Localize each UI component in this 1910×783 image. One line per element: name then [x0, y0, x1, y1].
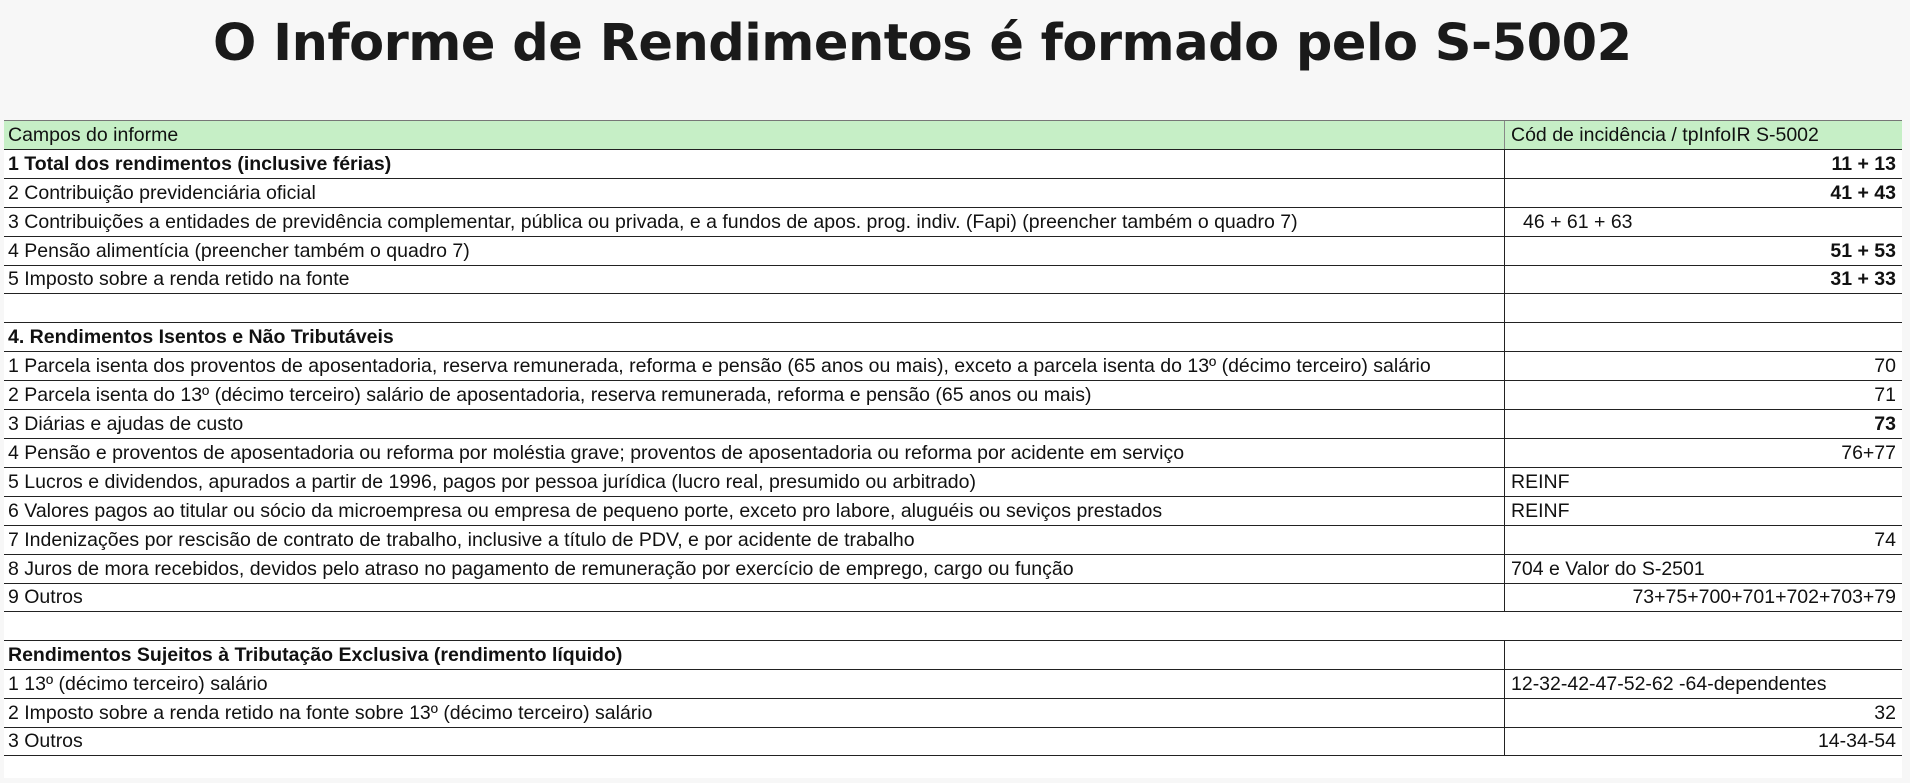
- table-row: [4, 727, 1902, 756]
- section-title: 4. Rendimentos Isentos e Não Tributáveis: [4, 323, 1505, 351]
- spacer-cell: [4, 294, 1505, 322]
- row-label: 3 Diárias e ajudas de custo: [4, 410, 1505, 438]
- row-code: 41 + 43: [1830, 181, 1896, 204]
- row-code: 70: [1874, 354, 1896, 377]
- spacer-cell: [1505, 294, 1902, 322]
- table-header-row: [4, 120, 1902, 149]
- row-code: 14-34-54: [1817, 730, 1896, 752]
- table-row: [4, 236, 1902, 265]
- table-row: [4, 496, 1902, 525]
- table-row: [4, 438, 1902, 467]
- empty-cell: [1505, 323, 1902, 351]
- table-row: [4, 178, 1902, 207]
- row-code: 11 + 13: [1831, 152, 1896, 175]
- table-row: [4, 149, 1902, 178]
- page-title: O Informe de Rendimentos é formado pelo S-5002: [213, 14, 1632, 73]
- row-label: 1 Parcela isenta dos proventos de aposentadoria, reserva remunerada, reforma e pensão (65 anos ou mais), exceto a parcela isenta do 13º (décimo terceiro) salário: [4, 352, 1505, 380]
- spacer-row: [4, 294, 1902, 322]
- row-label: 5 Imposto sobre a renda retido na fonte: [4, 266, 1505, 293]
- row-code: 73+75+700+701+702+703+79: [1632, 586, 1896, 608]
- header-code-column: Cód de incidência / tpInfoIR S-5002: [1511, 123, 1819, 146]
- section-title-row: [4, 322, 1902, 351]
- row-code: 51 + 53: [1830, 239, 1896, 262]
- row-label: 1 Total dos rendimentos (inclusive férias): [4, 150, 1505, 178]
- row-label: 9 Outros: [4, 584, 1505, 611]
- row-code: 46 + 61 + 63: [1523, 210, 1633, 233]
- row-label: 8 Juros de mora recebidos, devidos pelo atraso no pagamento de remuneração por exercício de emprego, cargo ou função: [4, 555, 1505, 583]
- table-row: [4, 554, 1902, 583]
- row-label: 7 Indenizações por rescisão de contrato de trabalho, inclusive a título de PDV, e por acidente de trabalho: [4, 526, 1505, 554]
- row-code: 76+77: [1841, 441, 1896, 464]
- row-label: 4 Pensão e proventos de aposentadoria ou reforma por moléstia grave; proventos de aposentadoria ou reforma por acidente em serviço: [4, 439, 1505, 467]
- row-label: 2 Imposto sobre a renda retido na fonte sobre 13º (décimo terceiro) salário: [4, 699, 1505, 727]
- spacer-row: [4, 612, 1902, 640]
- row-label: 4 Pensão alimentícia (preencher também o quadro 7): [4, 237, 1505, 265]
- row-code: 704 e Valor do S-2501: [1511, 557, 1705, 580]
- section-title-row: [4, 640, 1902, 669]
- table-row: [4, 467, 1902, 496]
- table-row: [4, 351, 1902, 380]
- empty-cell: [1505, 641, 1902, 669]
- table-row: [4, 669, 1902, 698]
- row-label: 2 Parcela isenta do 13º (décimo terceiro) salário de aposentadoria, reserva remunerada, reforma e pensão (65 anos ou mais): [4, 381, 1505, 409]
- row-code: 32: [1874, 701, 1896, 724]
- table-row: [4, 409, 1902, 438]
- row-code: 31 + 33: [1830, 268, 1896, 290]
- table-row: [4, 583, 1902, 612]
- row-label: 2 Contribuição previdenciária oficial: [4, 179, 1505, 207]
- table-row: [4, 525, 1902, 554]
- table-row: [4, 207, 1902, 236]
- row-code: REINF: [1511, 499, 1570, 522]
- table-row: [4, 265, 1902, 294]
- row-code: 74: [1874, 528, 1896, 551]
- table-row: [4, 380, 1902, 409]
- row-label: 3 Outros: [4, 728, 1505, 755]
- row-label: 6 Valores pagos ao titular ou sócio da microempresa ou empresa de pequeno porte, exceto pro labore, aluguéis ou seviços prestados: [4, 497, 1505, 525]
- income-report-table: [4, 120, 1902, 778]
- row-code: 71: [1874, 383, 1896, 406]
- row-code: REINF: [1511, 470, 1570, 493]
- row-code: 73: [1874, 412, 1896, 435]
- section-title: Rendimentos Sujeitos à Tributação Exclusiva (rendimento líquido): [4, 641, 1505, 669]
- row-code: 12-32-42-47-52-62 -64-dependentes: [1511, 672, 1827, 695]
- row-label: 3 Contribuições a entidades de previdência complementar, pública ou privada, e a fundos de apos. prog. indiv. (Fapi) (preencher também o quadro 7): [4, 208, 1505, 236]
- row-label: 5 Lucros e dividendos, apurados a partir de 1996, pagos por pessoa jurídica (lucro real, presumido ou arbitrado): [4, 468, 1505, 496]
- row-label: 1 13º (décimo terceiro) salário: [4, 670, 1505, 698]
- header-fields-column: Campos do informe: [4, 121, 1505, 149]
- table-row: [4, 698, 1902, 727]
